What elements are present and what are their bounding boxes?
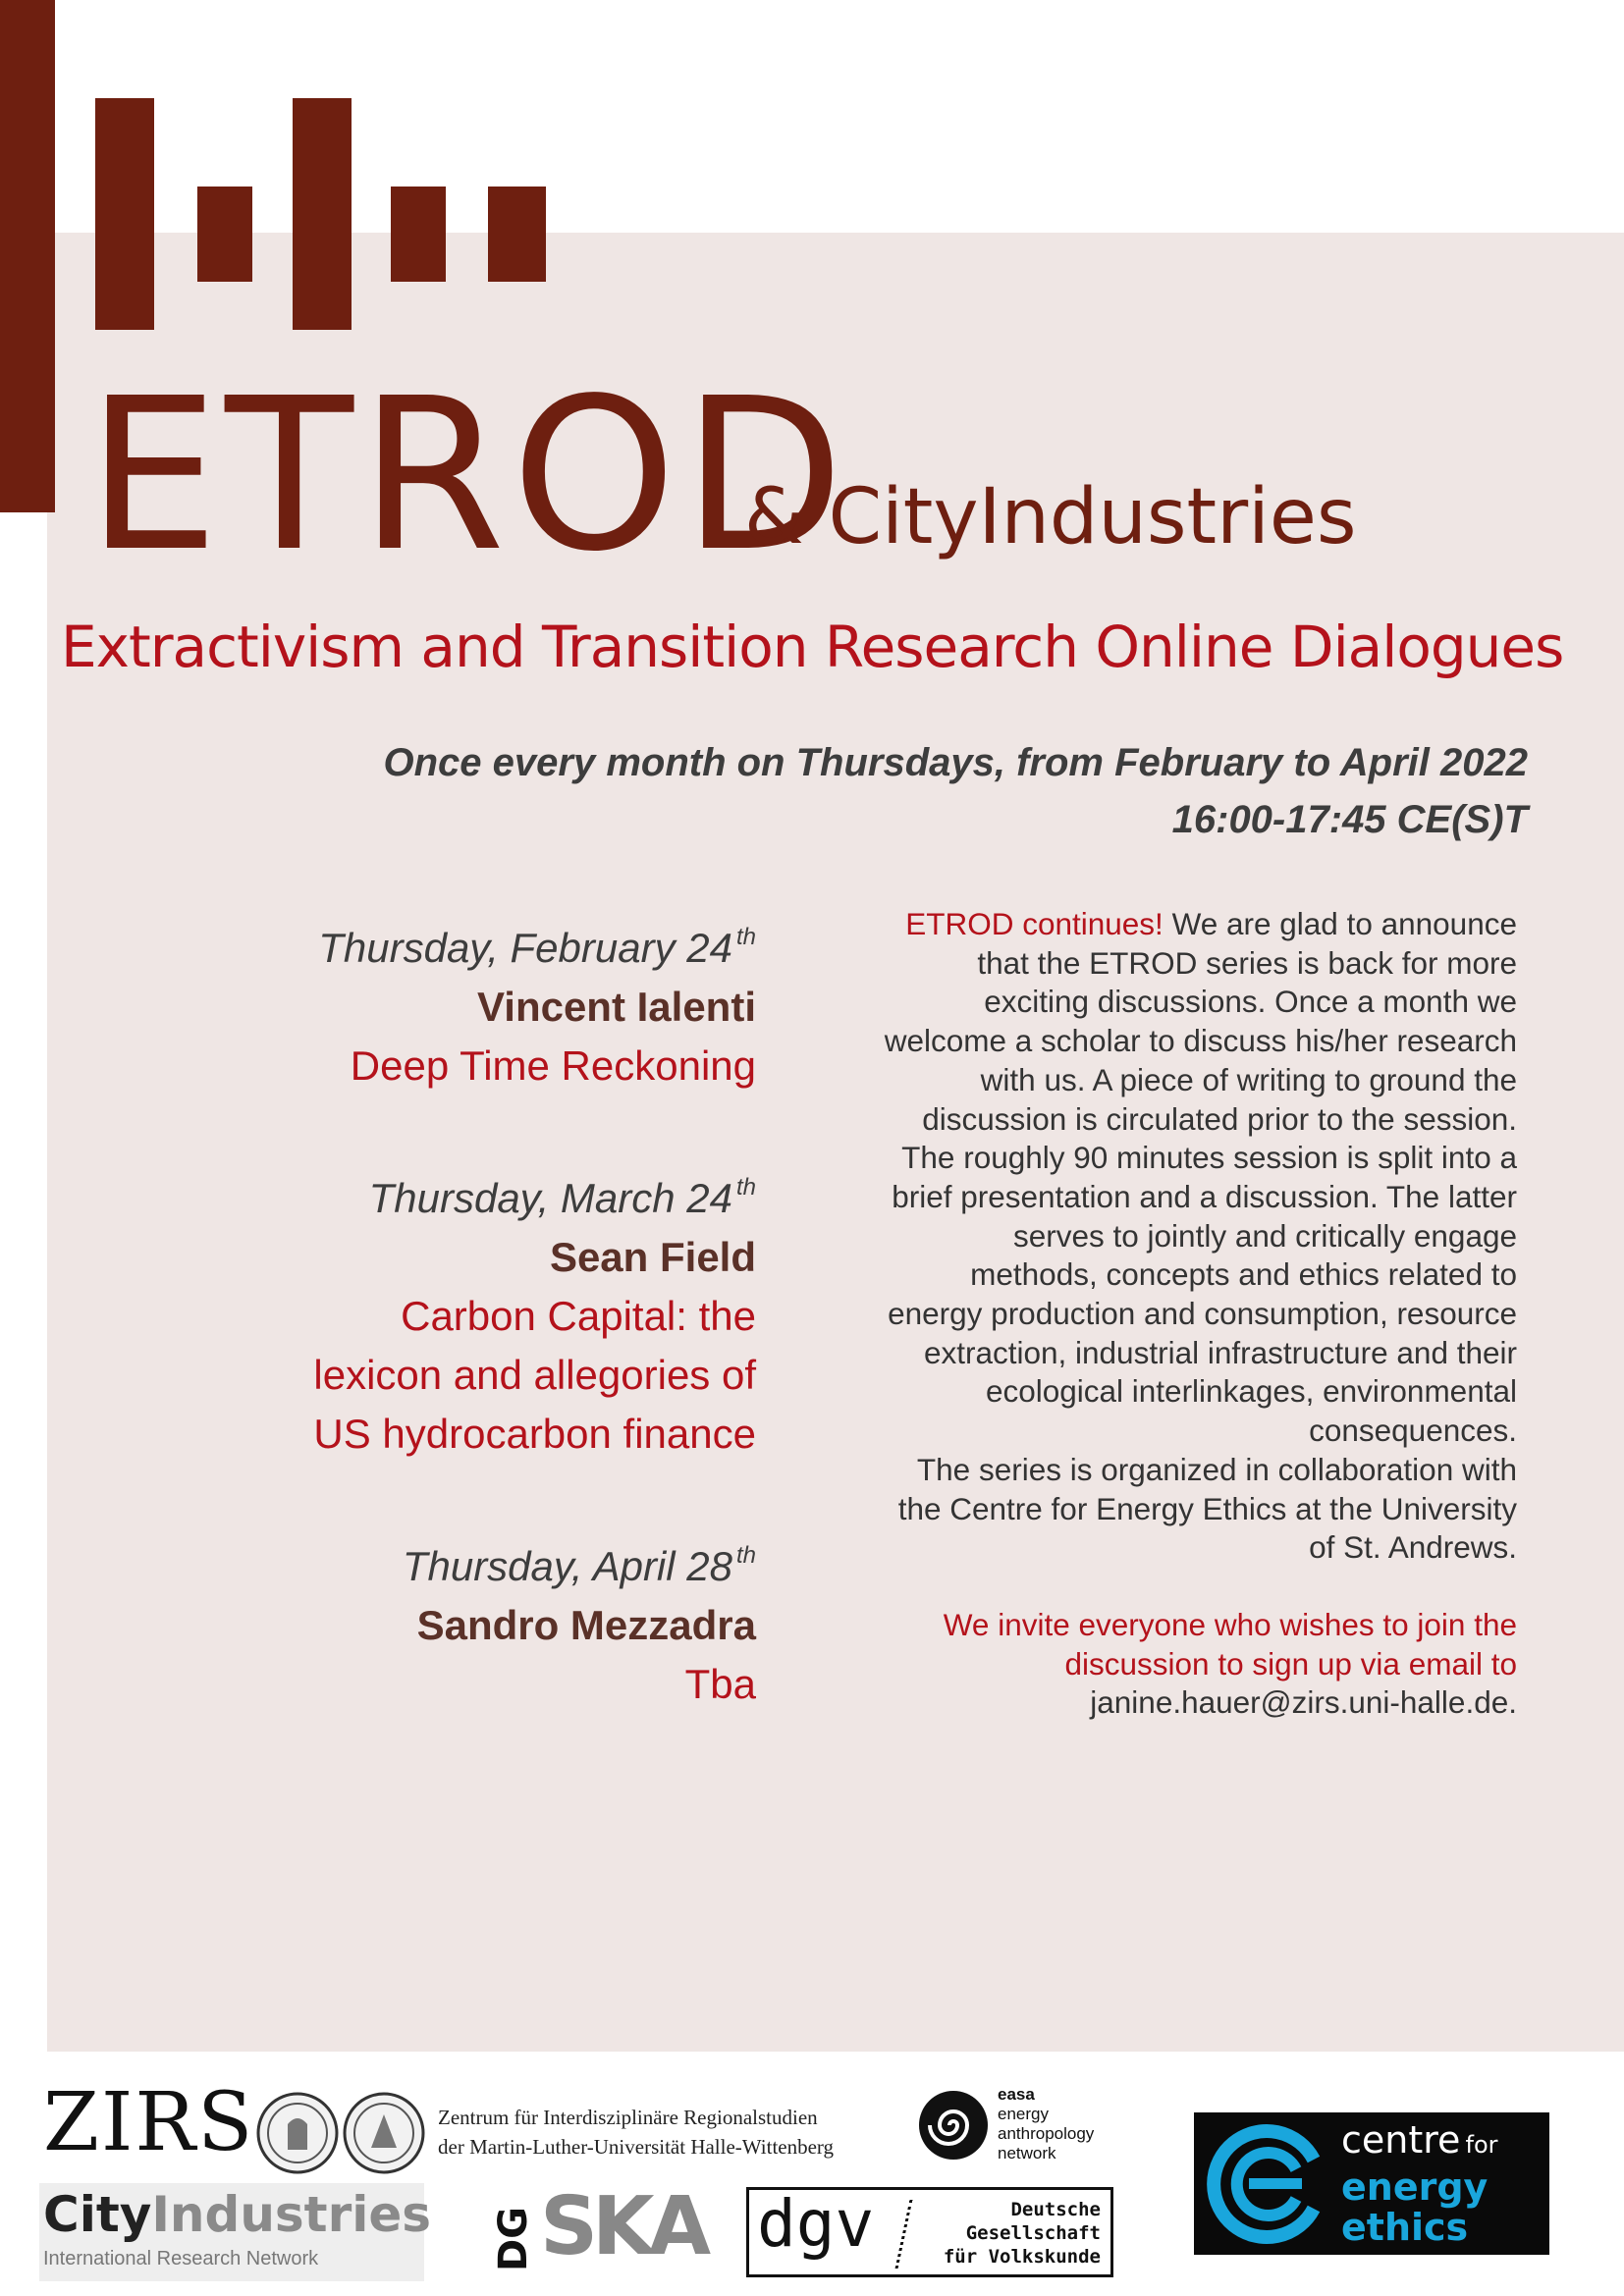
dgv-divider <box>895 2200 915 2269</box>
description-line: The series is organized in collaboration with <box>916 1451 1517 1487</box>
dgska-logo <box>491 2180 706 2282</box>
event-speaker: Sandro Mezzadra <box>416 1602 756 1648</box>
description-line: brief presentation and a discussion. The latter <box>892 1178 1517 1214</box>
easa-line: easa <box>998 2085 1035 2104</box>
event-date-text: Thursday, February 24 <box>318 925 732 971</box>
cityindustries-city: City <box>43 2186 152 2243</box>
zirs-wordmark: ZIRS <box>43 2076 255 2169</box>
dgv-name-line: Deutsche <box>1010 2199 1101 2220</box>
zirs-full-name <box>438 2103 834 2162</box>
dgska-dg: DG <box>491 2206 537 2272</box>
zirs-name-line: der Martin-Luther-Universität Halle-Wittenberg <box>438 2135 835 2159</box>
description-paragraph-2 <box>805 1451 1517 1568</box>
cee-text <box>1341 2120 1498 2248</box>
description-line: consequences. <box>1309 1413 1517 1449</box>
event-title-line: lexicon and allegories of <box>313 1352 756 1398</box>
cityindustries-tagline: International Research Network <box>43 2248 319 2269</box>
logo-bar-2 <box>95 98 154 330</box>
easa-line: network <box>998 2144 1056 2163</box>
event-date <box>245 1526 756 1596</box>
etrod-logo-title: ETROD <box>86 353 850 598</box>
logo-bar-5 <box>391 187 446 282</box>
event-date <box>245 908 756 978</box>
easa-line: energy <box>998 2105 1049 2123</box>
event-date-ordinal: th <box>735 1174 756 1201</box>
university-seal-icon <box>342 2091 426 2175</box>
description-line: serves to jointly and critically engage <box>1012 1217 1517 1254</box>
schedule-line-1: Once every month on Thursdays, from February to April 2022 <box>383 741 1528 784</box>
dgv-name <box>944 2198 1101 2269</box>
cityindustries-subtitle: & CityIndustries <box>744 473 1357 561</box>
description-line: the Centre for Energy Ethics at the University <box>897 1490 1517 1526</box>
event-item <box>245 908 756 1095</box>
event-title-line: Tba <box>684 1661 756 1707</box>
description-line: discussion is circulated prior to the session. <box>922 1100 1517 1137</box>
cee-line-for: for <box>1465 2131 1498 2159</box>
event-title-line: Deep Time Reckoning <box>350 1042 756 1089</box>
description-line: methods, concepts and ethics related to <box>970 1256 1517 1293</box>
signup-email-link[interactable]: janine.hauer@zirs.uni-halle.de. <box>1090 1684 1517 1721</box>
description-line: extraction, industrial infrastructure and their <box>923 1334 1517 1370</box>
description-line: energy production and consumption, resource <box>888 1296 1517 1332</box>
description-lead: ETROD continues! <box>905 906 1164 941</box>
cee-c-icon <box>1204 2120 1331 2248</box>
series-title: Extractivism and Transition Research Online Dialogues <box>61 614 1564 680</box>
description-paragraph-1 <box>805 905 1517 1451</box>
event-speaker: Vincent Ialenti <box>477 984 756 1030</box>
cityindustries-logo <box>39 2183 432 2281</box>
event-speaker: Sean Field <box>549 1234 756 1280</box>
event-date-text: Thursday, March 24 <box>368 1175 732 1221</box>
event-date-ordinal: th <box>735 924 756 950</box>
cityindustries-industries: Industries <box>151 2186 432 2243</box>
description-line: We are glad to announce <box>1163 906 1517 941</box>
event-date <box>245 1158 756 1228</box>
event-date-ordinal: th <box>735 1542 756 1569</box>
cee-line-ethics: ethics <box>1341 2206 1469 2249</box>
description-line: exciting discussions. Once a month we <box>984 984 1517 1020</box>
zirs-logo <box>43 2076 255 2169</box>
event-title-line: US hydrocarbon finance <box>313 1411 756 1457</box>
logo-bar-6 <box>488 187 546 282</box>
description-line: of St. Andrews. <box>1309 1529 1517 1566</box>
event-item <box>245 1526 756 1714</box>
events-list <box>245 908 756 1777</box>
description-line: welcome a scholar to discuss his/her research <box>884 1023 1517 1059</box>
description-line: with us. A piece of writing to ground the <box>980 1061 1517 1097</box>
centre-energy-ethics-logo <box>1194 2112 1549 2255</box>
description-line: that the ETROD series is back for more <box>977 944 1517 981</box>
dgska-ska: SKA <box>540 2180 706 2273</box>
invite-line: discussion to sign up via email to <box>1064 1645 1517 1682</box>
description <box>805 905 1517 1723</box>
zirs-name-line: Zentrum für Interdisziplinäre Regionalstudien <box>438 2106 818 2129</box>
schedule <box>384 734 1529 848</box>
partner-logos <box>0 2052 1624 2296</box>
dgv-name-line: Gesellschaft <box>965 2222 1101 2244</box>
dgv-name-line: für Volkskunde <box>943 2246 1101 2268</box>
event-title-line: Carbon Capital: the <box>401 1293 756 1339</box>
event-date-text: Thursday, April 28 <box>402 1543 732 1589</box>
schedule-line-2: 16:00-17:45 CE(S)T <box>1171 798 1528 841</box>
description-line: ecological interlinkages, environmental <box>985 1373 1517 1410</box>
event-item <box>245 1158 756 1464</box>
dgv-wordmark: dgv <box>757 2186 875 2262</box>
cee-line-energy: energy <box>1341 2165 1489 2209</box>
university-seal-icon <box>255 2091 340 2175</box>
easa-text <box>998 2085 1094 2163</box>
dgv-logo <box>746 2187 1113 2277</box>
logo-bar-tall-left <box>0 0 55 512</box>
logo-bar-3 <box>197 187 252 282</box>
easa-line: anthropology <box>998 2124 1095 2143</box>
invite-paragraph <box>805 1606 1517 1723</box>
logo-bar-4 <box>293 98 352 330</box>
cee-line-centre: centre <box>1341 2118 1461 2162</box>
description-line: The roughly 90 minutes session is split into a <box>901 1140 1517 1176</box>
invite-line: We invite everyone who wishes to join the <box>943 1606 1517 1642</box>
easa-spiral-icon <box>917 2089 990 2162</box>
